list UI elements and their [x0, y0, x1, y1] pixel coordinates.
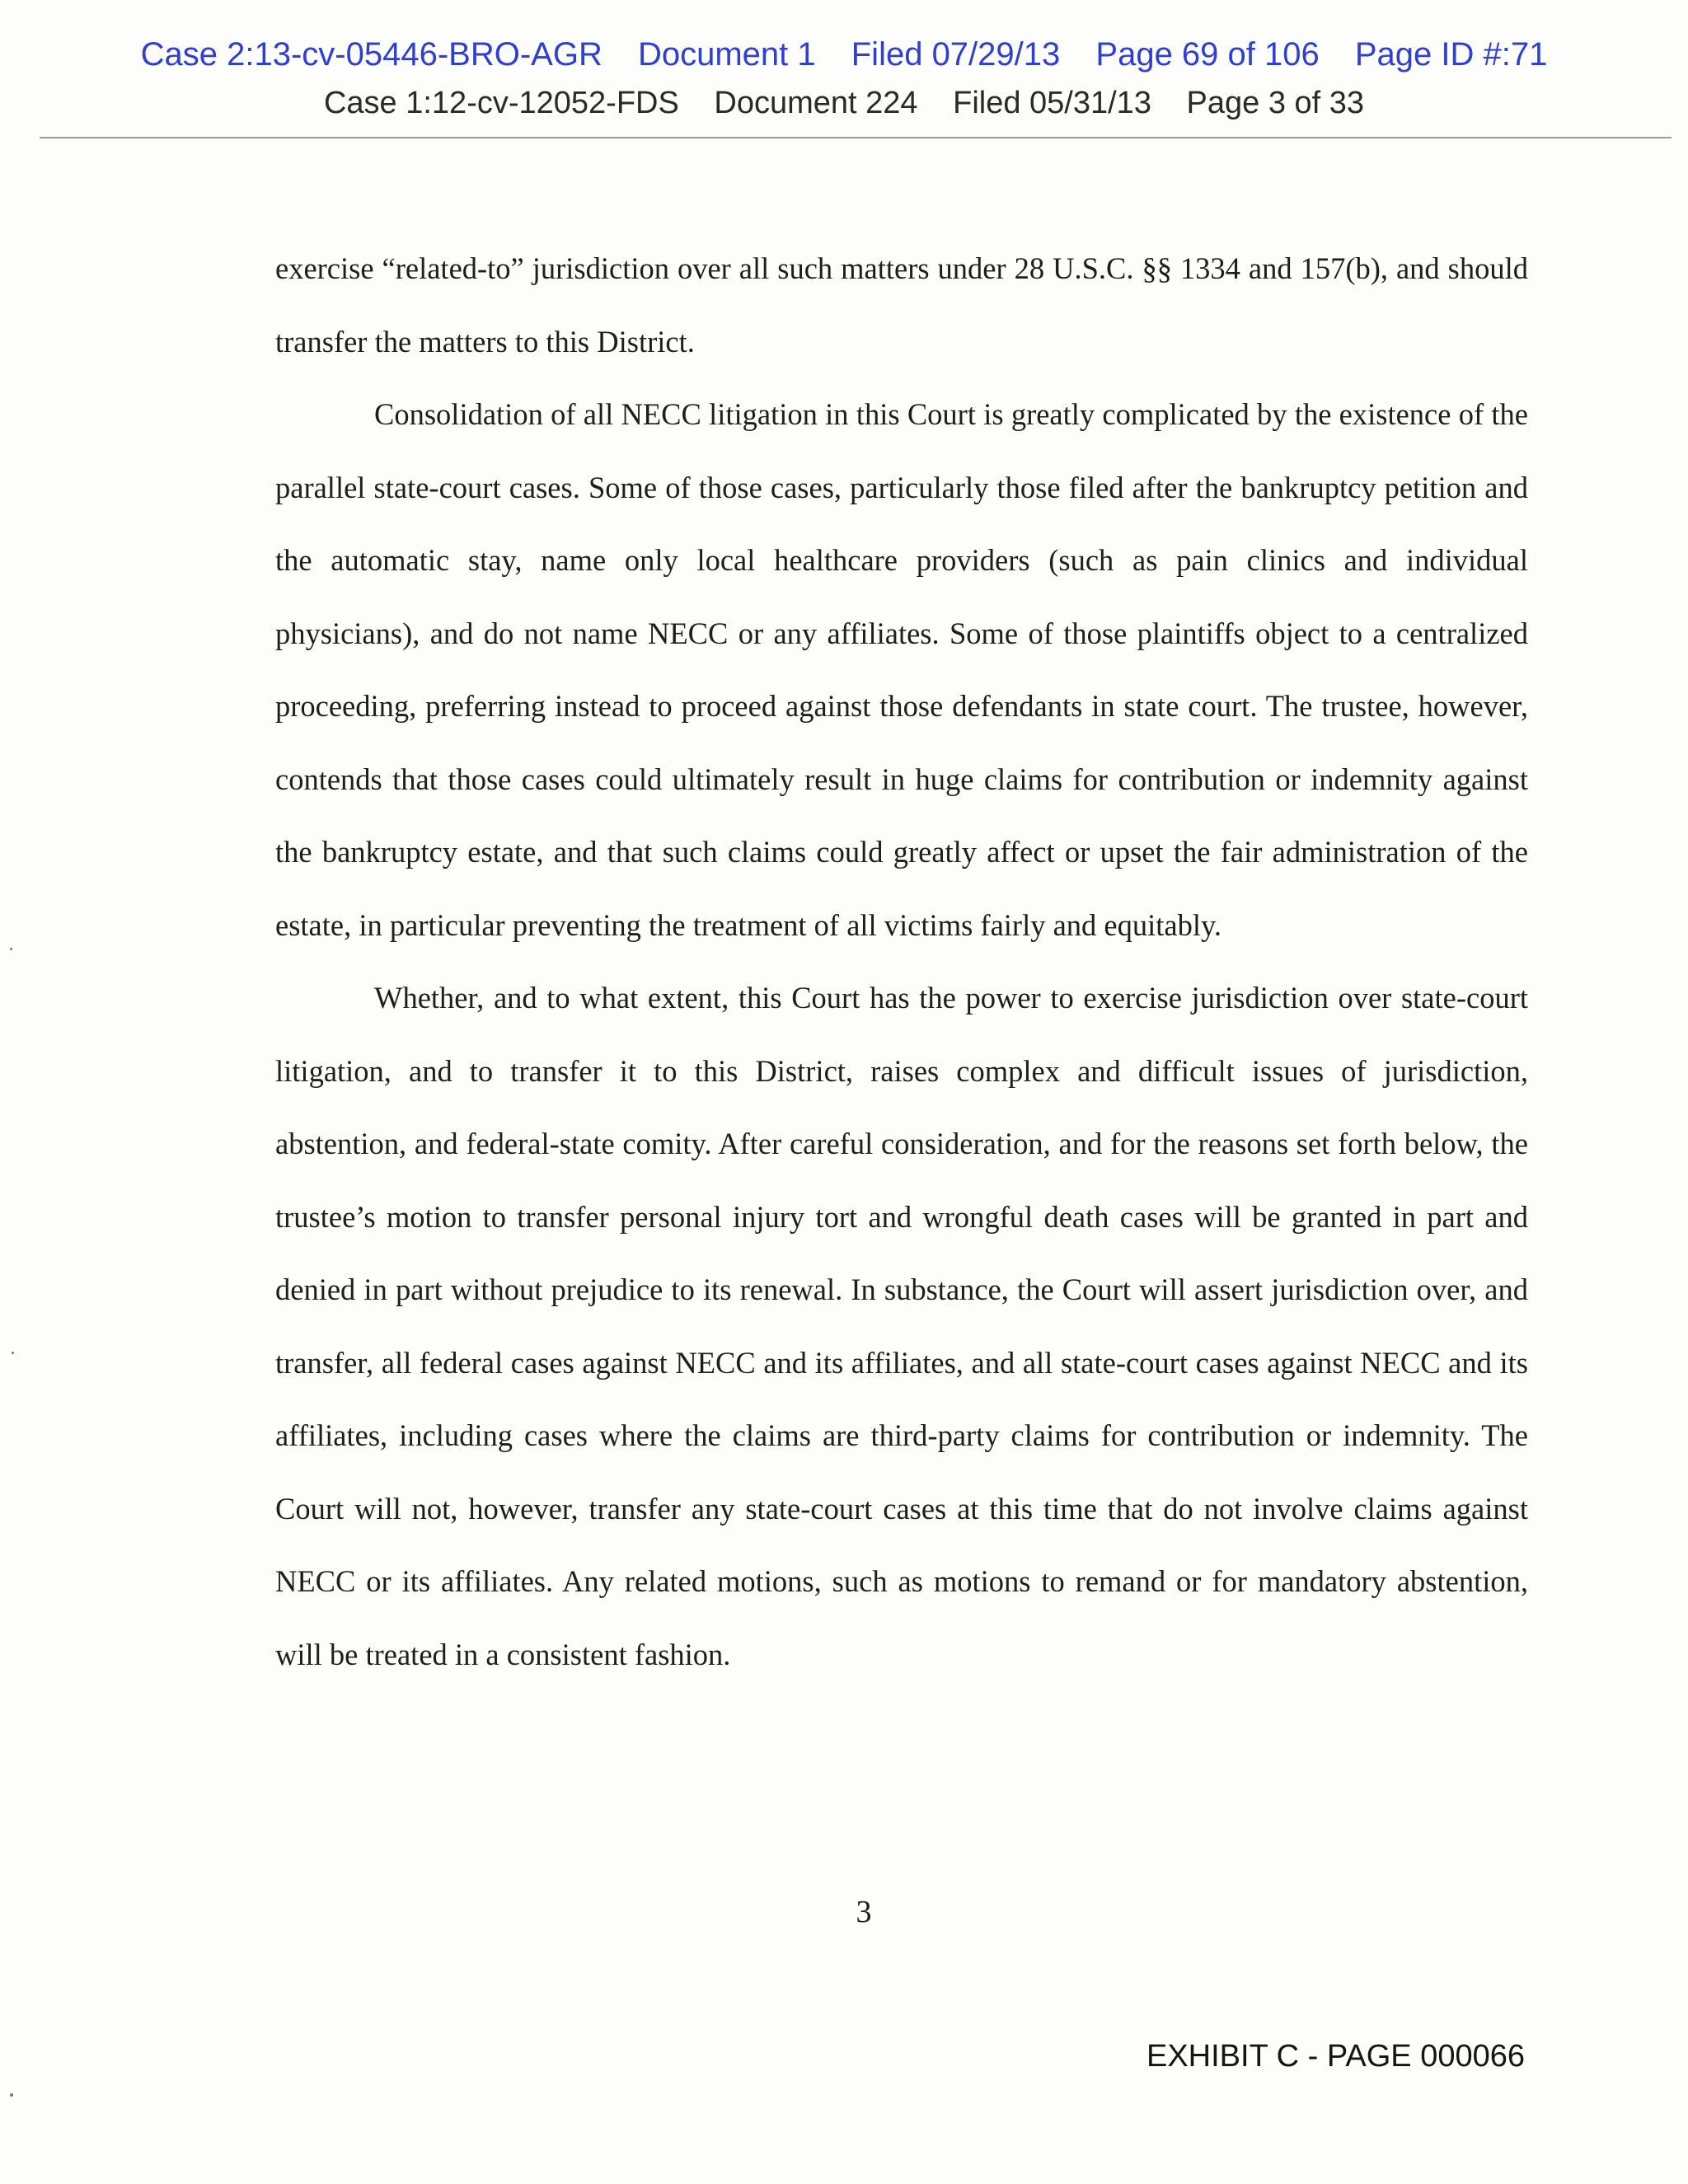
- paragraph-jurisdiction: Whether, and to what extent, this Court has the power to exercise jurisdiction over state-court litigation, and to transfer it to this District, raises complex and difficult issues of jurisdiction, abstention, and federal-state comity. After careful consideration, and for the reasons set forth below, the trustee’s motion to transfer personal injury tort and wrongful death cases will be granted in part and denied in part without prejudice to its renewal. In substance, the Court will assert jurisdiction over, and transfer, all federal cases against NECC and its affiliates, and all state-court cases against NECC and its affiliates, including cases where the claims are third-party claims for contribution or indemnity. The Court will not, however, transfer any state-court cases at this time that do not involve claims against NECC or its affiliates. Any related motions, such as motions to remand or for mandatory abstention, will be treated in a consistent fashion.: [275, 981, 1528, 1671]
- paragraph-consolidation: Consolidation of all NECC litigation in this Court is greatly complicated by the existence of the parallel state-court cases. Some of those cases, particularly those filed after the bankruptcy petition and the automatic stay, name only local healthcare providers (such as pain clinics and individual physicians), and do not name NECC or any affiliates. Some of those plaintiffs object to a centralized proceeding, preferring instead to proceed against those defendants in state court. The trustee, however, contends that those cases could ultimately result in huge claims for contribution or indemnity against the bankruptcy estate, and that such claims could greatly affect or upset the fair administration of the estate, in particular preventing the treatment of all victims fairly and equitably.: [275, 397, 1528, 942]
- exhibit-label: EXHIBIT C - PAGE 000066: [1146, 2039, 1525, 2074]
- stamp-filed-date: Filed 07/29/13: [851, 36, 1061, 73]
- stamp-page-id: Page ID #:71: [1354, 36, 1548, 73]
- stamp-document-number: Document 1: [637, 36, 816, 73]
- original-page-count: Page 3 of 33: [1186, 86, 1365, 120]
- stamp-case-number: Case 2:13-cv-05446-BRO-AGR: [140, 36, 603, 73]
- scan-speck: [12, 1352, 14, 1354]
- paragraph-continuation: exercise “related-to” jurisdiction over all such matters under 28 U.S.C. §§ 1334 and 157(b), and should transfer the matters to this District.: [275, 251, 1528, 359]
- original-case-number: Case 1:12-cv-12052-FDS: [323, 86, 679, 120]
- page-number: 3: [856, 1895, 872, 1929]
- filing-stamp-header: [0, 36, 1688, 73]
- document-body: [275, 232, 1528, 1691]
- scan-speck: [10, 948, 12, 950]
- original-filed-date: Filed 05/31/13: [953, 86, 1151, 120]
- stamp-page-count: Page 69 of 106: [1095, 36, 1320, 73]
- scan-speck: [10, 2093, 13, 2097]
- original-case-header: [0, 86, 1688, 121]
- header-divider: [40, 137, 1672, 138]
- original-document-number: Document 224: [714, 86, 918, 120]
